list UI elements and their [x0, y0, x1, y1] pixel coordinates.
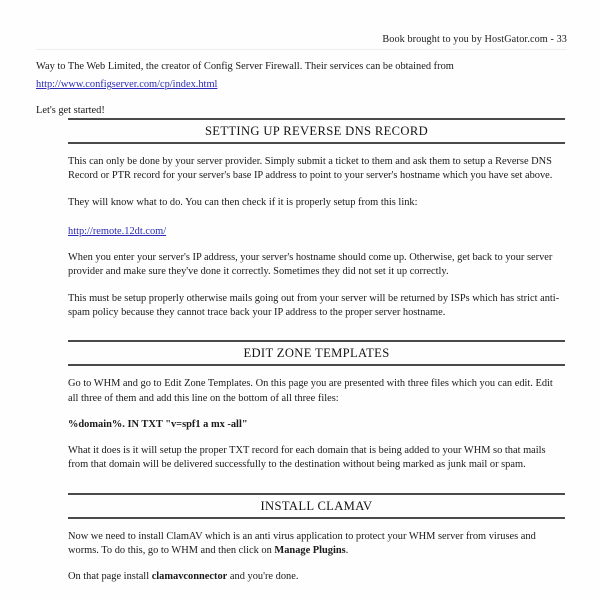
- paragraph: [68, 530, 565, 559]
- heading-rule-bottom: [68, 142, 565, 144]
- spacer: [68, 406, 565, 418]
- paragraph: When you enter your server's IP address, your server's hostname should come up. Otherwise, get back to your server provider and make sure they've done it correctly. Sometimes they did not set it up correctly.: [68, 252, 553, 278]
- spf-record-code: %domain%. IN TXT "v=spf1 a mx -all": [68, 418, 248, 430]
- section-heading: [68, 493, 565, 519]
- intro-block: [36, 60, 536, 119]
- paragraph: Go to WHM and go to Edit Zone Templates. On this page you are presented with three files which you can edit. Edit all three of them and add this line on the bottom of all three files:: [68, 378, 553, 404]
- running-header: [36, 33, 567, 50]
- section-install-clamav: [68, 493, 565, 585]
- text-run: .: [345, 545, 349, 557]
- section-title: SETTING UP REVERSE DNS RECORD: [204, 124, 429, 138]
- header-divider: [36, 49, 567, 50]
- section-heading: [68, 118, 565, 144]
- paragraph: They will know what to do. You can then check if it is properly setup from this link:: [68, 196, 418, 208]
- intro-paragraph: Way to The Web Limited, the creator of Config Server Firewall. Their services can be obtained from: [36, 61, 454, 72]
- spacer: [68, 184, 565, 196]
- heading-rule-bottom: [68, 517, 565, 519]
- intro-closing: Let's get started!: [36, 105, 105, 117]
- spacer: [68, 432, 565, 444]
- paragraph: [68, 570, 565, 584]
- paragraph: This must be setup properly otherwise mails going out from your server will be returned by ISPs which has strict anti-spam policy because they cannot trace back your IP address to the proper server hostname.: [68, 292, 560, 318]
- spacer: [68, 210, 565, 221]
- text-run: and you're done.: [227, 571, 299, 583]
- body-column: [68, 118, 565, 585]
- section-body: [68, 519, 565, 585]
- spacer: [68, 239, 565, 251]
- header-page-label: Book brought to you by HostGator.com - 33: [382, 34, 567, 45]
- section-edit-zone-templates: [68, 340, 565, 472]
- section-body: [68, 144, 565, 320]
- clamavconnector-emphasis: clamavconnector: [151, 571, 228, 583]
- section-title: INSTALL CLAMAV: [260, 498, 373, 513]
- section-heading: [68, 340, 565, 366]
- paragraph: What it does is it will setup the proper TXT record for each domain that is being added to your WHM so that mails from that domain will be delivered successfully to the destination without being marked as junk mail or spam.: [68, 445, 546, 471]
- section-spacer: [68, 473, 565, 493]
- spacer: [68, 558, 565, 570]
- heading-rule-bottom: [68, 364, 565, 366]
- spacer: [68, 280, 565, 292]
- section-reverse-dns: [68, 118, 565, 320]
- section-title: EDIT ZONE TEMPLATES: [243, 346, 390, 361]
- configserver-link[interactable]: http://www.configserver.com/cp/index.html: [36, 79, 218, 91]
- section-spacer: [68, 320, 565, 340]
- text-run: On that page install: [68, 571, 152, 583]
- spacer: [36, 92, 536, 104]
- text-run: Now we need to install ClamAV which is an anti virus application to protect your WHM server from viruses and worms. To do this, go to WHM and then click on: [68, 530, 536, 557]
- manage-plugins-emphasis: Manage Plugins: [274, 545, 346, 557]
- remote-check-link[interactable]: http://remote.12dt.com/: [68, 225, 167, 237]
- section-body: [68, 366, 565, 472]
- paragraph: This can only be done by your server provider. Simply submit a ticket to them and ask them to setup a Reverse DNS Record or PTR record for your server's base IP address to point to your server's hostname which you have set above.: [68, 156, 553, 182]
